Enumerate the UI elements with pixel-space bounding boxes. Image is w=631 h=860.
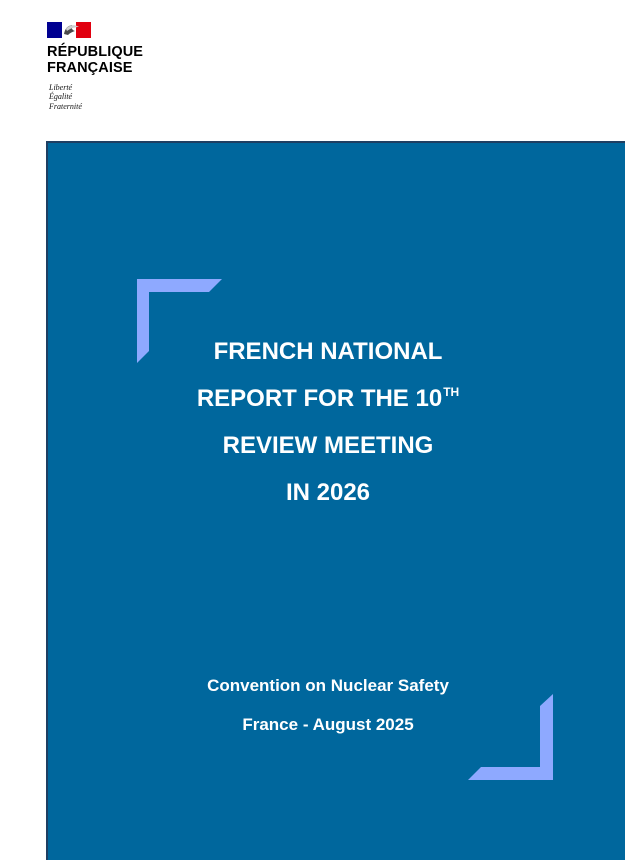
motto-fraternite: Fraternité: [49, 101, 82, 111]
republique-francaise-wordmark: [47, 44, 167, 76]
convention-subtitle: Convention on Nuclear Safety: [207, 676, 449, 695]
country-date-subtitle: France - August 2025: [242, 715, 414, 734]
report-cover-panel: [46, 141, 625, 860]
flag-blue-band: [47, 22, 62, 38]
marianne-tricolor-flag-icon: [47, 22, 91, 38]
republique-line: RÉPUBLIQUE: [47, 44, 144, 60]
title-line-2-text: REPORT FOR THE 10: [196, 385, 443, 412]
flag-red-band: [76, 22, 91, 38]
report-title: [158, 328, 498, 516]
title-line-1: FRENCH NATIONAL: [213, 338, 443, 365]
francaise-line: FRANÇAISE: [47, 60, 133, 76]
motto-liberte: Liberté: [49, 83, 73, 92]
title-line-3: REVIEW MEETING: [222, 432, 434, 459]
title-line-2: [158, 375, 498, 422]
corner-bracket-bottom-right-icon: [468, 694, 553, 780]
motto-egalite: Égalité: [49, 92, 73, 102]
republican-motto: [49, 83, 82, 111]
bottom-right-bracket-shape: [468, 694, 553, 780]
title-line-4: IN 2026: [285, 479, 371, 506]
title-ordinal-superscript: TH: [443, 385, 460, 399]
